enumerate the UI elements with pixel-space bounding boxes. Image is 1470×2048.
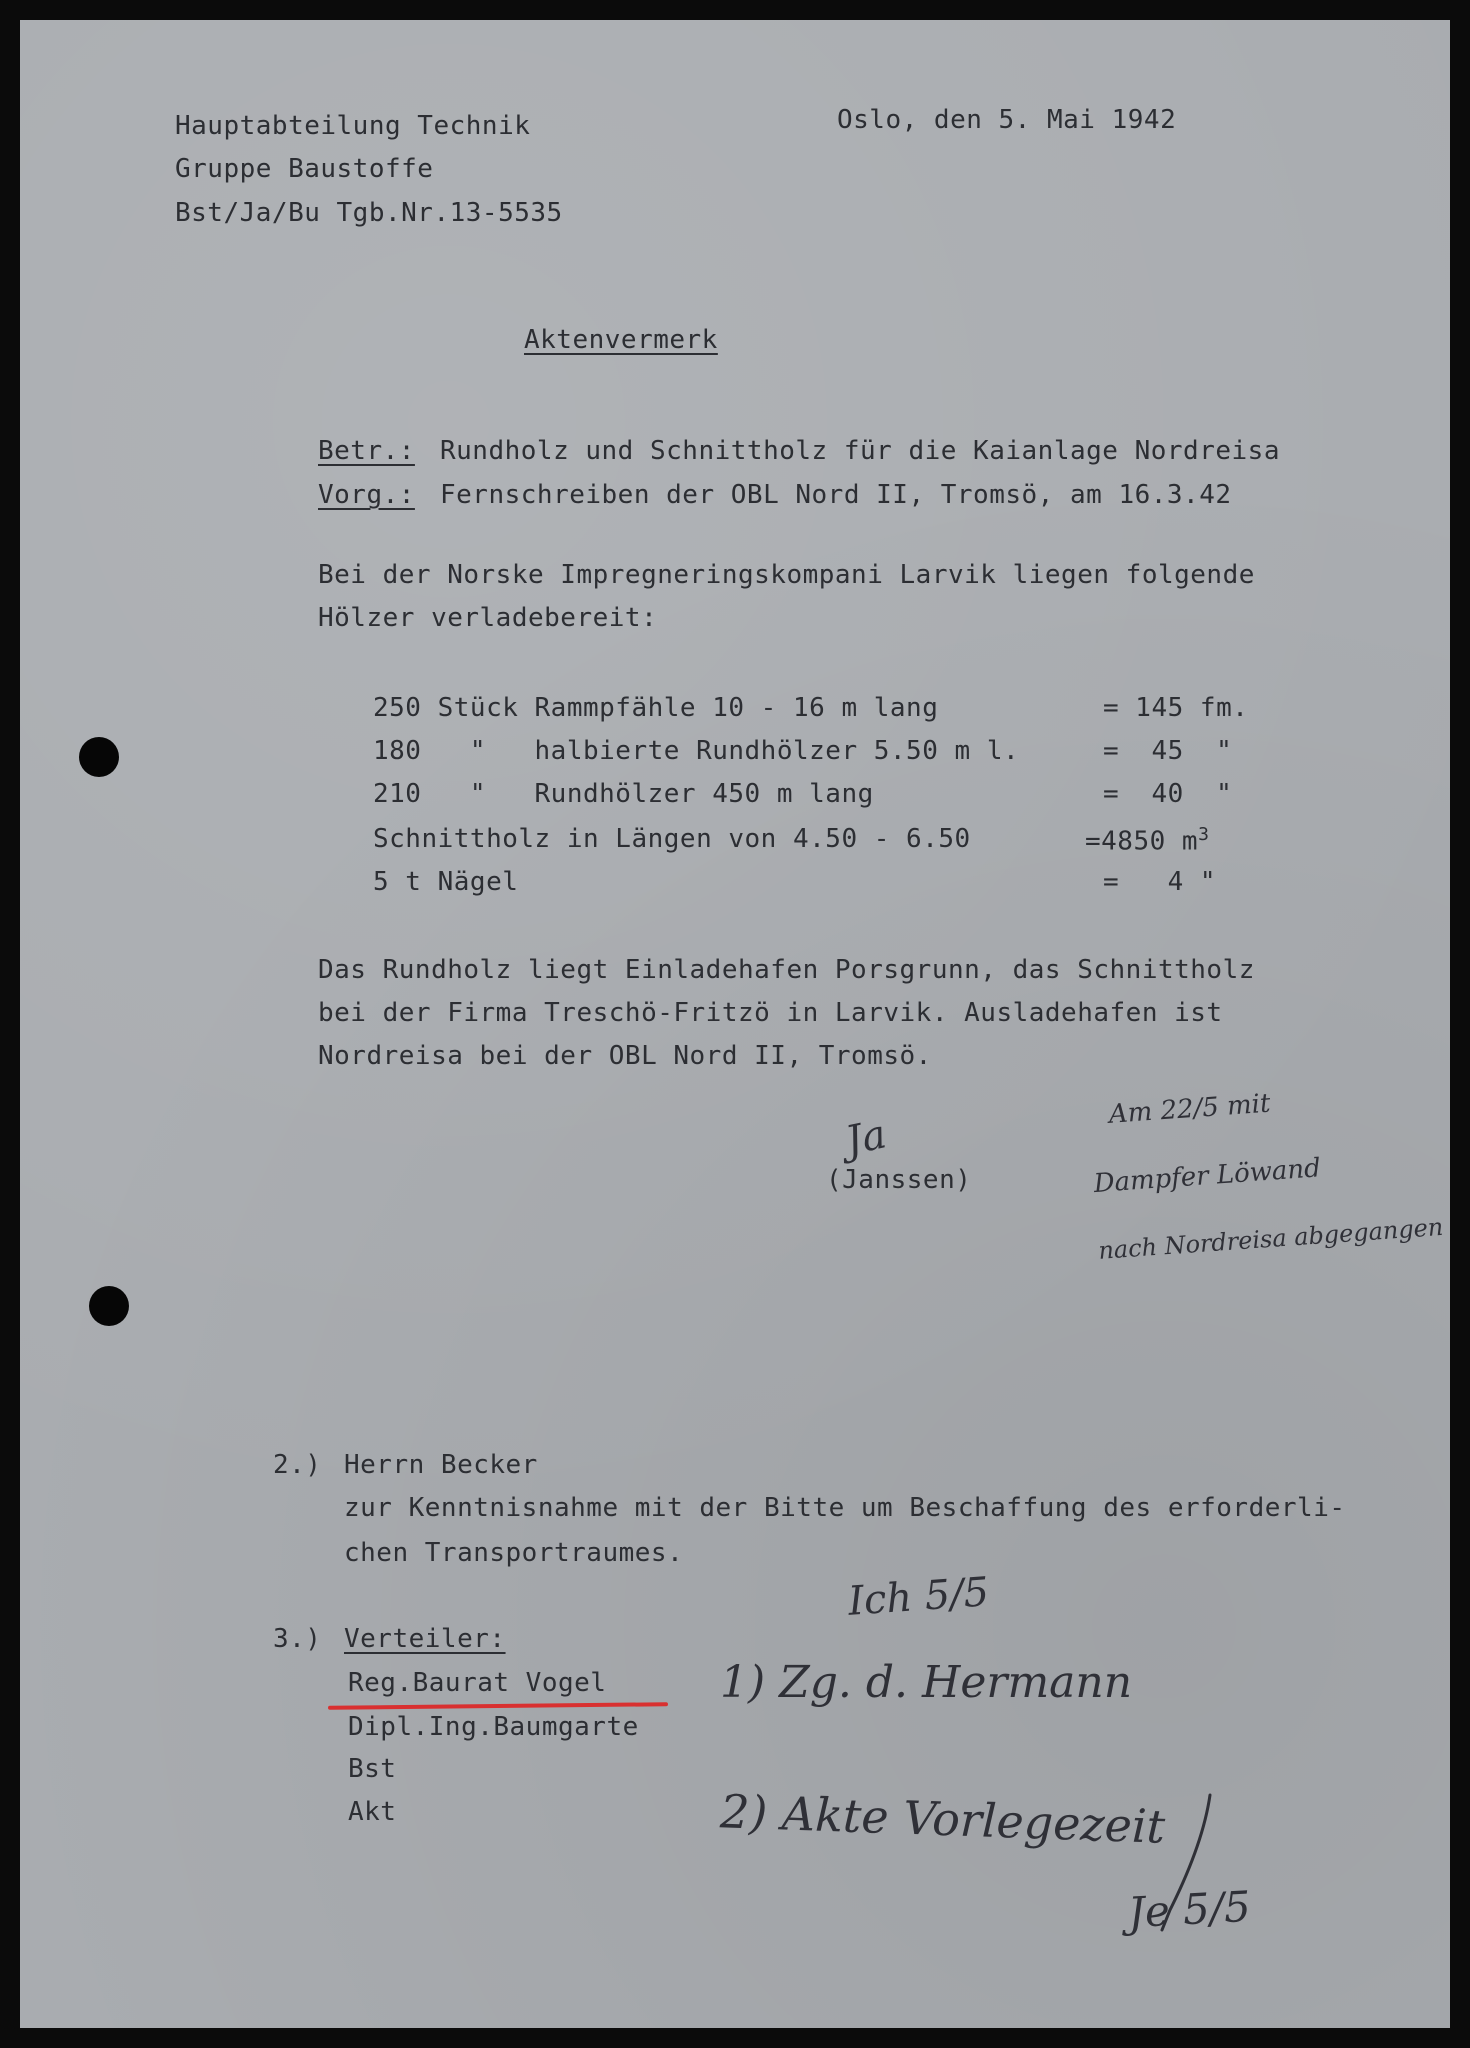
distribution-label: Verteiler:	[344, 1624, 506, 1654]
intro-line-2: Hölzer verladebereit:	[318, 603, 658, 633]
list-item-qty: = 145 fm.	[1103, 693, 1249, 723]
betr-text: Rundholz und Schnittholz für die Kaianlage Nordreisa	[440, 436, 1280, 466]
header-department: Hauptabteilung Technik	[175, 111, 531, 141]
distribution-recipient: Bst	[348, 1754, 397, 1784]
hand-annotation-line-2: 2) Akte Vorlegezeit	[719, 1784, 1167, 1854]
list-item-desc: 180 " halbierte Rundhölzer 5.50 m l.	[373, 736, 1020, 766]
body-line-1: Das Rundholz liegt Einladehafen Porsgrunn, das Schnittholz	[318, 955, 1255, 985]
distribution-recipient: Dipl.Ing.Baumgarte	[348, 1712, 639, 1742]
document-title: Aktenvermerk	[524, 325, 718, 355]
list-item-desc: 250 Stück Rammpfähle 10 - 16 m lang	[373, 693, 939, 723]
handwritten-note	[1078, 1078, 1445, 1265]
list-item-desc: 210 " Rundhölzer 450 m lang	[373, 779, 874, 809]
item2-number: 2.)	[273, 1450, 322, 1480]
handnote-line-3: nach Nordreisa abgegangen	[1097, 1212, 1445, 1265]
qty-superscript: 3	[1198, 824, 1210, 845]
list-item-qty: = 45 "	[1103, 736, 1233, 766]
hand-annotation-bottom: Je 5/5	[1126, 1881, 1252, 1938]
red-pencil-underline	[328, 1702, 668, 1710]
list-item-desc: Schnittholz in Längen von 4.50 - 6.50	[373, 824, 971, 854]
header-reference: Bst/Ja/Bu Tgb.Nr.13-5535	[175, 198, 563, 228]
betr-label: Betr.:	[318, 436, 415, 466]
distribution-recipient: Reg.Baurat Vogel	[348, 1668, 607, 1698]
handnote-line-2: Dampfer Löwand	[1092, 1153, 1322, 1200]
body-line-3: Nordreisa bei der OBL Nord II, Tromsö.	[318, 1041, 932, 1071]
item2-line-3: chen Transportraumes.	[344, 1538, 684, 1568]
intro-line-1: Bei der Norske Impregneringskompani Larvik liegen folgende	[318, 560, 1255, 590]
hand-annotation-top: Ich 5/5	[846, 1569, 991, 1625]
handnote-line-1: Am 22/5 mit	[1107, 1088, 1272, 1130]
list-item-qty	[1085, 826, 1209, 855]
list-item-desc: 5 t Nägel	[373, 867, 519, 897]
vorg-text: Fernschreiben der OBL Nord II, Tromsö, am 16.3.42	[440, 480, 1232, 510]
pen-stroke-mark	[1150, 1790, 1230, 1940]
document-page	[20, 20, 1450, 2028]
item2-line-2: zur Kenntnisnahme mit der Bitte um Beschaffung des erforderli-	[344, 1493, 1346, 1523]
body-line-2: bei der Firma Treschö-Fritzö in Larvik. Ausladehafen ist	[318, 998, 1223, 1028]
item3-number: 3.)	[273, 1624, 322, 1654]
list-item-qty: = 40 "	[1103, 779, 1233, 809]
punch-hole-top	[79, 737, 119, 777]
hand-annotation-line-1: 1) Zg. d. Hermann	[720, 1657, 1133, 1708]
header-date: Oslo, den 5. Mai 1942	[837, 105, 1177, 135]
item2-line-1: Herrn Becker	[344, 1450, 538, 1480]
list-item-qty: = 4 "	[1103, 867, 1217, 897]
punch-hole-bottom	[89, 1286, 129, 1326]
distribution-recipient: Akt	[348, 1797, 397, 1827]
signature-initials: Ja	[841, 1111, 891, 1165]
qty-value: =4850 m	[1085, 826, 1199, 857]
header-group: Gruppe Baustoffe	[175, 154, 434, 184]
vorg-label: Vorg.:	[318, 480, 415, 510]
signature-name: (Janssen)	[826, 1165, 972, 1195]
